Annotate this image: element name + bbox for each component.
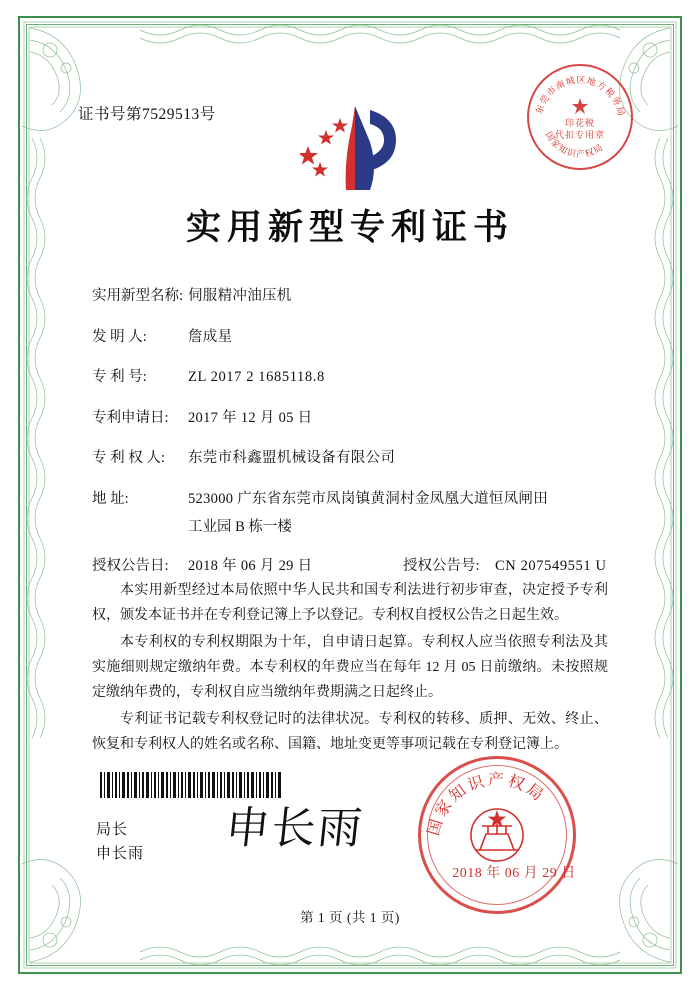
handwritten-signature: 申长雨 [222, 804, 367, 853]
certificate-number: 证书号第7529513号 [78, 106, 216, 123]
field-label: 专利申请日: [92, 409, 169, 426]
body-paragraphs [92, 578, 608, 759]
paragraph-3: 专利证书记载专利权登记时的法律状况。专利权的转移、质押、无效、终止、恢复和专利权人的姓名或名称、国籍、地址变更等事项记载在专利登记簿上。 [92, 712, 608, 752]
svg-text:国家知识产权局: 国家知识产权局 [543, 129, 606, 160]
field-value: 东莞市科鑫盟机械设备有限公司 [188, 450, 396, 466]
field-label: 专 利 权 人: [92, 450, 165, 466]
field-row-announcement [92, 554, 612, 575]
svg-text:国家知识产权局: 国家知识产权局 [425, 771, 549, 838]
announcement-number-label: 授权公告号: [403, 558, 480, 574]
official-seal-icon [418, 756, 576, 914]
page-footer: 第 1 页 (共 1 页) [300, 910, 400, 925]
paragraph-1: 本实用新型经过本局依照中华人民共和国专利法进行初步审查，决定授予专利权，颁发本证书并在专利登记簿上予以登记。专利权自授权公告之日起生效。 [92, 583, 608, 623]
patent-office-logo-icon [300, 100, 410, 196]
field-row-inventor [92, 325, 612, 346]
field-row-application-date [92, 406, 612, 427]
field-label: 专 利 号: [92, 369, 147, 385]
signature-printed-name: 申长雨 [96, 846, 145, 862]
field-label: 实用新型名称: [92, 288, 184, 304]
address-line-2: 工业园 B 栋一楼 [188, 519, 292, 535]
field-label: 发 明 人: [92, 328, 147, 345]
announcement-number-value: CN 207549551 U [495, 558, 607, 574]
field-value: 523000 广东省东莞市凤岗镇黄洞村金凤凰大道恒凤闸田 [188, 490, 549, 507]
field-row-patent-number [92, 365, 612, 386]
paragraph-2: 本专利权的专利权期限为十年，自申请日起算。专利权人应当依照专利法及其实施细则规定缴纳年费。本专利权的年费应当在每年 12 月 05 日前缴纳。未按照规定缴纳年费的，专利权自应当缴纳年费期满之日起终止。 [92, 635, 608, 700]
field-value: 伺服精冲油压机 [188, 288, 292, 304]
field-list [92, 284, 612, 595]
stamp-line-1: 印花税 [564, 118, 595, 128]
field-value: 2017 年 12 月 05 日 [188, 409, 313, 426]
stamp-line-2: 代扣专用章 [554, 130, 605, 140]
svg-text:东莞市南城区地方税务局: 东莞市南城区地方税务局 [533, 74, 627, 118]
announcement-date-value: 2018 年 06 月 29 日 [188, 558, 313, 574]
page-title: 实用新型专利证书 [185, 208, 514, 247]
field-row-address [92, 487, 612, 508]
announcement-date-label: 授权公告日: [92, 558, 169, 574]
field-value: 詹成星 [188, 328, 233, 345]
field-label: 地 址: [92, 490, 129, 507]
field-row-utility-model-name [92, 284, 612, 305]
field-row-patentee [92, 446, 612, 467]
seal-date: 2018 年 06 月 29 日 [452, 866, 576, 881]
national-emblem-icon [462, 800, 532, 870]
signature-role-label: 局长 [96, 822, 129, 838]
tax-stamp-icon [527, 64, 633, 170]
field-value: ZL 2017 2 1685118.8 [188, 369, 325, 385]
